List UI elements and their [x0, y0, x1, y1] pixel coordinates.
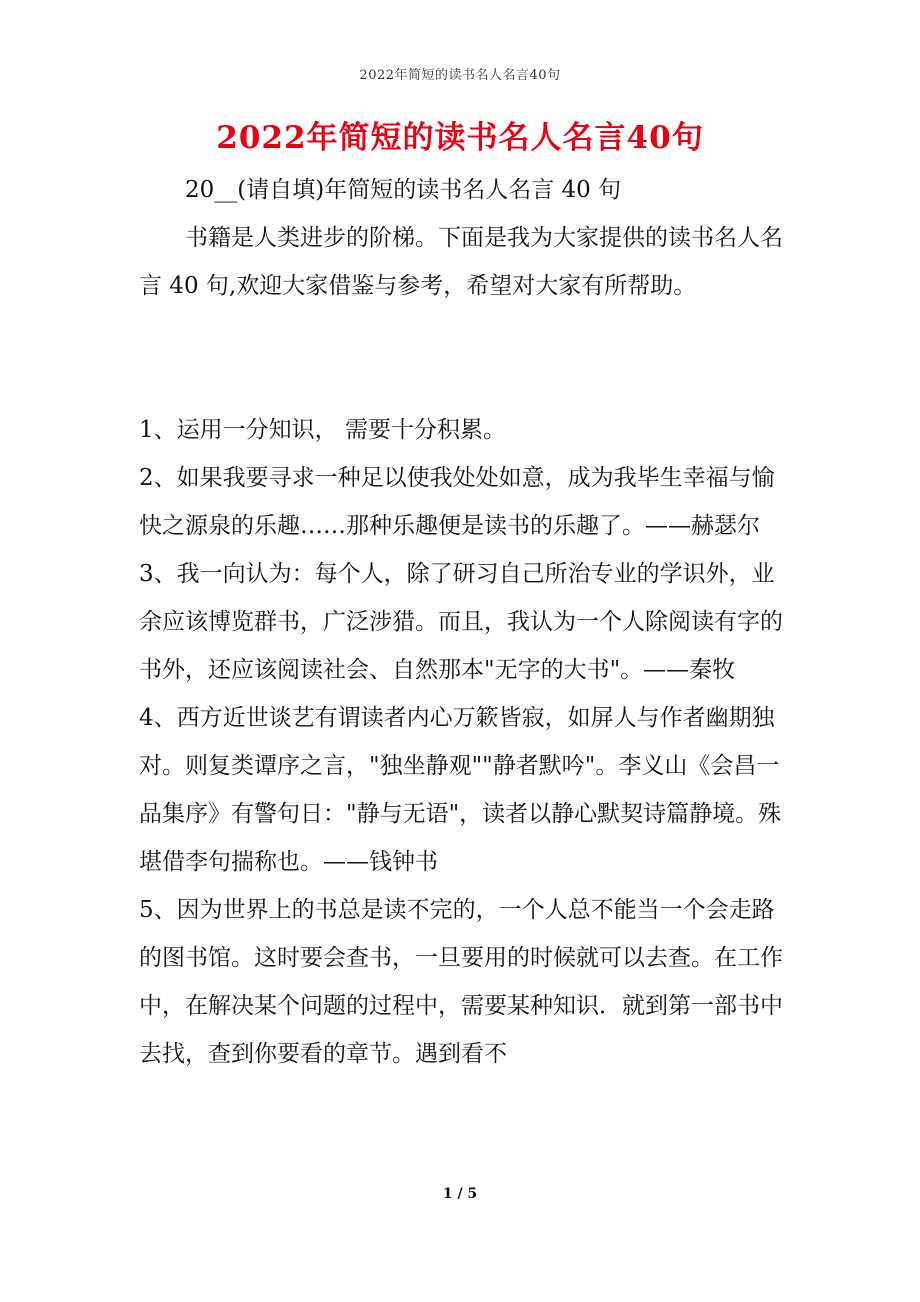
intro-paragraph: 书籍是人类进步的阶梯。下面是我为大家提供的读书名人名言 40 句,欢迎大家借鉴与参考，希望对大家有所帮助。	[139, 225, 783, 299]
paragraph-spacer	[139, 310, 789, 406]
quote-item: 5、因为世界上的书总是读不完的，一个人总不能当一个会走路的图书馆。这时要会查书，一旦要用的时候就可以去查。在工作中，在解决某个问题的过程中，需要某种知识．就到第一部书中去找，查到你要看的章节。遇到看不	[139, 897, 783, 1067]
quote-item: 4、西方近世谈艺有谓读者内心万簌皆寂，如屏人与作者幽期独对。则复类谭序之言，"独坐静观""静者默吟"。李义山《会昌一品集序》有警句日："静与无语"，读者以静心默契诗篇静境。殊堪借李句揣称也。——钱钟书	[139, 705, 782, 875]
quote-item: 3、我一向认为：每个人，除了研习自己所治专业的学识外，业余应该博览群书，广泛涉猎。而且，我认为一个人除阅读有字的书外，还应该阅读社会、自然那本"无字的大书"。——秦牧	[139, 561, 783, 683]
quote-item: 1、运用一分知识， 需要十分积累。	[139, 417, 506, 443]
page-number: 1 / 5	[442, 1186, 478, 1202]
quote-item: 2、如果我要寻求一种足以使我处处如意，成为我毕生幸福与愉快之源泉的乐趣……那种乐趣便是读书的乐趣了。——赫瑟尔	[139, 465, 775, 539]
running-header: 2022年简短的读书名人名言40句	[359, 68, 561, 83]
document-subtitle: 20__(请自填)年简短的读书名人名言 40 句	[185, 177, 622, 203]
document-body	[139, 166, 789, 1078]
document-title: 2022年简短的读书名人名言40句	[216, 120, 704, 156]
